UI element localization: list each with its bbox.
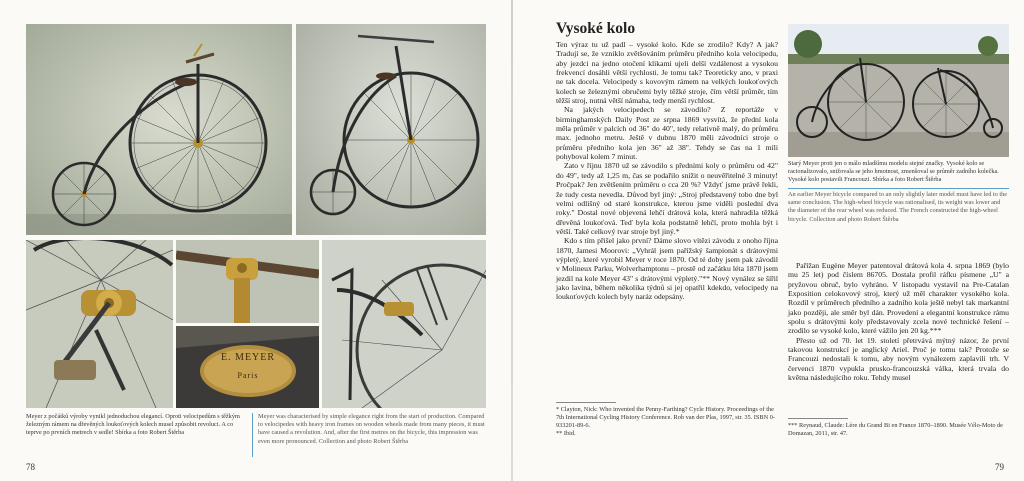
- footnote-rule-left: [556, 402, 616, 403]
- paragraph-4: Kdo s tím přišel jako první? Dáme slovo vítězi závodu z onoho října 1870, Jamesi Moorovi: „Vyhrál jsem pařížský šampionát s drátovými výpletý, které vyrobil Meyer v roce 1870. Od té doby jsem pak závodil v Molineux Parku, Wolverhamptonu – prostě od začátku léta 1870 jsem jezdil na kole Meyer 43" s drátovými výpletý."** Nový vynález se šířil jako lavina, během několika týdnů si jej opatřil kdekdo, velocipedy na loukoťových kolech byly naráz odepsány.: [556, 236, 778, 302]
- paragraph-2: Na jakých velocipedech se závodilo? Z reportáže v birminghamských Daily Post ze srpna 1869 vysvítá, že přední kola měla průměr v palcích od 36" do 40", tedy relativně malý, do průměru max. jednoho metru. Ještě v dubnu 1870 měli závodníci stroje o průměru předního kola jen 36" až 38". Tehdy se čas na 1 míli pohyboval kolem 7 minut.: [556, 105, 778, 162]
- caption-cz-right: Starý Meyer proti jen o málo mladšímu modelu stejné značky. Vysoké kolo se racionalizovalo, snižovala se jeho hmotnost, zmenšoval se průměr zadního kolečka. Vysoké kolo postavili Francouzi. Sbírka a foto Robert Štěrba: [788, 160, 999, 184]
- body-text-column-2: [788, 261, 1009, 382]
- plate-city: Paris: [237, 371, 259, 380]
- caption-separator: [788, 188, 1009, 189]
- right-page: [513, 0, 1024, 481]
- chapter-title: Vysoké kolo: [556, 20, 636, 37]
- paragraph-5: Pařížan Eugène Meyer patentoval drátová kola 4. srpna 1869 (bylo mu 25 let) pod číslem 86705. Dostala profil ráfku písmene „U" a pryžovou obruč, bylo vyhráno. V listopadu vystavil na Pre-Catalan Exposition celokovový stroj, který už měl charakter vysokého kola. Rozdíl v průměrech předního a zadního kola ještě nebyl tak markantní jako později, ale směr byl dán. Provedení a elegantní konstrukce rámu spolu s drátovými koly představovaly zcela nové technické řešení – zrodilo se vysoké kolo, které vážilo jen 20 kg.***: [788, 261, 1009, 336]
- footnote-1: * Clayton, Nick: Who invented the Penny-Farthing? Cycle History. Proceedings of the 7th International Cycling History Conference. Rob van der Plas, 1997, str. 35. ISBN 0-933201-89-6.: [556, 406, 775, 429]
- caption-divider: [252, 413, 253, 457]
- caption-en-left: Meyer was characterised by simple elegance right from the start of production. Compared to velocipedes with heavy iron frames on wooden wheels made from many pieces, it must have caused a revolution. And, after the first metres on the bicycle, this impression was even more pronounced. Collection and photo Robert Štěrba: [258, 413, 485, 445]
- footnote-rule-right: [788, 418, 848, 419]
- meyer-bicycles-comparison-photo: [788, 24, 1009, 157]
- seat-spring-photo: [322, 240, 486, 408]
- plate-name: E. MEYER: [220, 352, 276, 363]
- hub-closeup-photo: [26, 240, 173, 408]
- page-number-right: 79: [995, 462, 1004, 472]
- footnote-2: ** Ibid.: [556, 430, 576, 437]
- caption-en-right: An earlier Meyer bicycle compared to an only slightly later model must have led to the same conclusion. The high-wheel bicycle was rationalised, its weight was lower and the diameter of the rear wheel was reduced. The French constructed the high-wheel bicycle. Collection and photo Robert Štěrba: [788, 191, 1008, 223]
- body-text-column: [556, 40, 778, 302]
- footnote-3: *** Reynaud, Claude: Lère du Grand Bi en France 1870–1890. Musée Vélo-Moto de Domazan, 2011, str. 47.: [788, 422, 1003, 437]
- page-number-left: 78: [26, 462, 35, 472]
- caption-cz-left: Meyer z počátků výroby vynikl jednoduchou elegancí. Oproti velocipedům s těžkým železným rámem na dřevěných loukoťových kolech musel způsobit revoluci. A co teprve po prvních metrech v sedle! Sbírka a foto Robert Štěrba: [26, 413, 240, 437]
- bicycle-photo-full-left: [26, 24, 292, 235]
- paragraph-3: Zato v říjnu 1870 už se závodilo s předními koly o průměru od 42" do 49", tedy až 1,25 m, čas se podařilo snížit o neuvěřitelné 3 minuty! Pročpak? Jen zvětšením průměru o cca 20 %? Vždyť jsme právě řekli, že tudy cesta nevedla. Důvod byl jiný: „Stroj představený tobo dne byl velmi odlišný od staré konstrukce, kterou jsme viděli poslední dva roky." Dostal nové objevená lehčí drátová kola, která nahradila těžká dřevěná loukoťová. Teď byla kola podstatně lehčí, proto mohla být i větší. Také celkový tvar stroje byl jiný.*: [556, 161, 778, 236]
- left-page: [0, 0, 511, 481]
- paragraph-6: Přesto už od 70. let 19. století přetrvává mýtný názor, že první takovou konstrukcí je anglický Ariel. Proč je tomu tak? Protože se Francouzi nedostali k tomu, aby novým vynálezem zaplavili trh. V červenci 1870 vypukla prusko-francouzská válka, která trvala do května následujícího roku. Tehdy musel: [788, 335, 1009, 383]
- maker-plate-text: [202, 352, 294, 380]
- paragraph-1: Ten výraz tu už padl – vysoké kolo. Kde se zrodilo? Kdy? A jak? Tradují se, že vzniklo zvětšováním průměru předního kola velocipedu, aby jezdci na jedno otočení klikami ujeli delší vzdálenost a vysokou frekvencí dosáhli větší rychlosti. Je tomu tak? Teoreticky ano, v praxi ne tak docela. Velocipedy s kovovým rámem na velkých loukoťových kolech se železnými obručemi byly těžké stroje, čím větší průměr, tím těžší stroj, nutná větší námaha, tedy menší rychlost.: [556, 40, 778, 106]
- bicycle-photo-full-right: [296, 24, 486, 235]
- handlebar-closeup-photo: [176, 240, 319, 323]
- maker-plate-photo: [176, 326, 319, 408]
